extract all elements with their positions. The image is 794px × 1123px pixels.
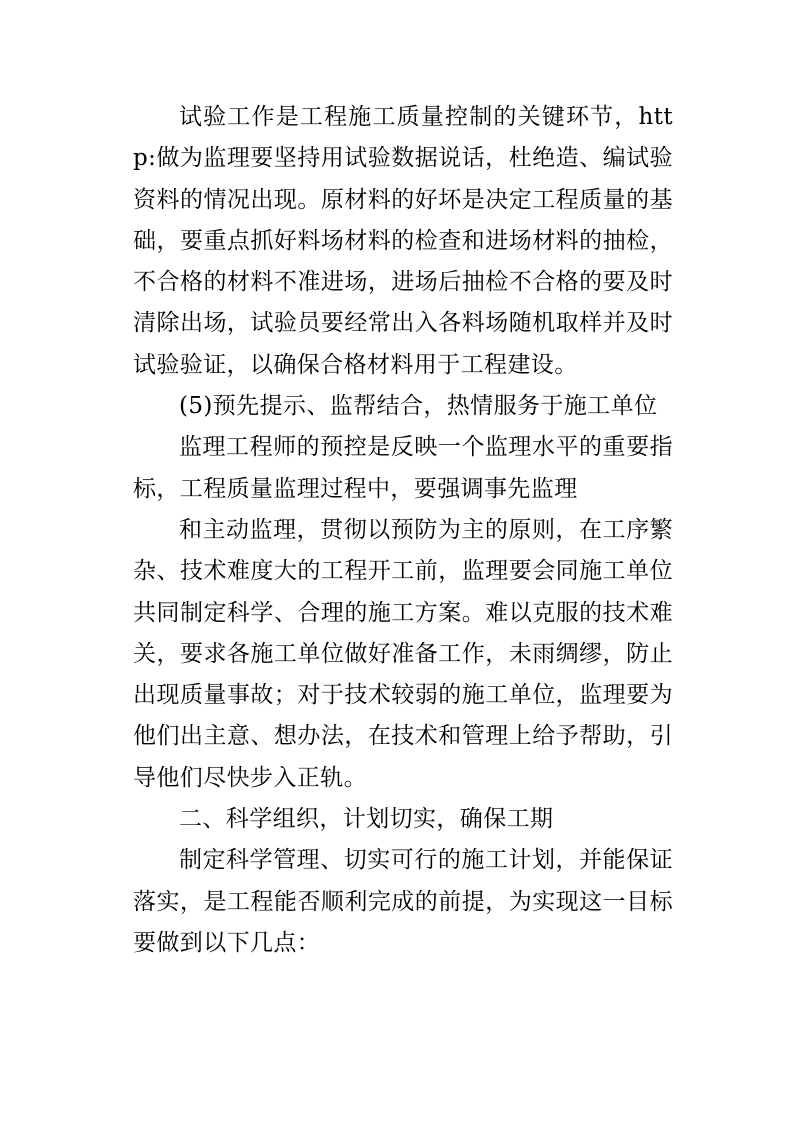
document-body bbox=[133, 97, 673, 964]
paragraph-heading-schedule: 二、科学组织，计划切实，确保工期 bbox=[179, 806, 554, 833]
paragraph-construction-plan: 制定科学管理、切实可行的施工计划，并能保证落实，是工程能否顺利完成的前提，为实现这一目标要做到以下几点： bbox=[133, 847, 673, 956]
paragraph-supervision-precontrol: 监理工程师的预控是反映一个监理水平的重要指标，工程质量监理过程中，要强调事先监理 bbox=[133, 434, 673, 502]
paragraph-testing-work: 试验工作是工程施工质量控制的关键环节，http:做为监理要坚持用试验数据说话，杜绝造、编试验资料的情况出现。原材料的好坏是决定工程质量的基础，要重点抓好料场材料的检查和进场材料的抽检，不合格的材料不准进场，进场后抽检不合格的要及时清除出场，试验员要经常出入各料场随机取样并及时试验验证，以确保合格材料用于工程建设。 bbox=[133, 104, 673, 378]
paragraph-active-supervision: 和主动监理，贯彻以预防为主的原则，在工序繁杂、技术难度大的工程开工前，监理要会同施工单位共同制定科学、合理的施工方案。难以克服的技术难关，要求各施工单位做好准备工作，未雨绸缪，防止出现质量事故；对于技术较弱的施工单位，监理要为他们出主意、想办法，在技术和管理上给予帮助，引导他们尽快步入正轨。 bbox=[133, 516, 673, 791]
paragraph-heading-advance-notice: (5)预先提示、监帮结合，热情服务于施工单位 bbox=[179, 393, 658, 420]
